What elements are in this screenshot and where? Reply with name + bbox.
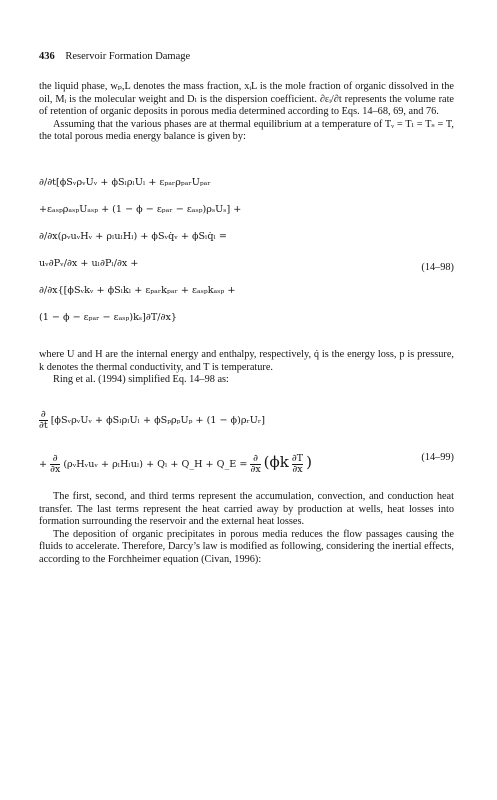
body-paragraph-3: where U and H are the internal energy and enthalpy, respectively, q̇ is the energy loss, p is pressure, k denotes the thermal conductivity, and T is temperature. Ring et al. (1994) simplified Eq. 14–98 as: xyxy=(39,349,454,386)
derivative-dx-right: $\frac{\partial}{\partial x}$ xyxy=(250,453,261,475)
eq-98-line-1: ∂/∂t[ϕSᵥρᵥUᵥ + ϕSₗρₗUₗ + εₚₐᵣρₚₐᵣUₚₐᵣ xyxy=(39,177,211,188)
equation-number-98: (14–98) xyxy=(421,262,454,273)
running-header xyxy=(39,51,190,62)
equation-number-99: (14–99) xyxy=(421,452,454,463)
body-paragraph-2: Assuming that the various phases are at thermal equilibrium at a temperature of Tᵥ = Tₗ = Tₛ = T, the total porous media energy balance is given by: xyxy=(39,118,454,143)
body-paragraph-4: Ring et al. (1994) simplified Eq. 14–98 as: xyxy=(53,374,229,386)
eq-98-line-3: ∂/∂x(ρᵥuᵥHᵥ + ρₗuₗHₗ) + ϕSᵥq̇ᵥ + ϕSₗq̇ₗ = xyxy=(39,231,227,242)
eq-99-line-1: $\frac{\partial}{\partial t}$ [ϕSᵥρᵥUᵥ + ϕSₗρₗUₗ + ϕSₚρₚUₚ + (1 − ϕ)ρᵣUᵣ] xyxy=(39,409,265,431)
page-number: 436 xyxy=(39,51,55,62)
book-title: Reservoir Formation Damage xyxy=(65,51,191,62)
eq-98-line-6: (1 − ϕ − εₚₐᵣ − εₐₛₚ)kₛ]∂T/∂x} xyxy=(39,312,177,323)
body-paragraph-1: the liquid phase, wₚ,L denotes the mass fraction, xᵢL is the mole fraction of organic dissolved in the oil, Mᵢ is the molecular weight and Dₗ is the dispersion coefficient. ∂εᵢ/∂t represents the volume rate of retention of organic deposits in porous media determined according to Eqs. 14–68, 69, and 76. Assuming that the various phases are at thermal equilibrium at a temperature of Tᵥ = Tₗ = Tₛ = T, the total porous media energy balance is given by: xyxy=(39,81,454,143)
eq-98-line-5: ∂/∂x{[ϕSᵥkᵥ + ϕSₗkₗ + εₚₐᵣkₚₐᵣ + εₐₛₚkₐₛₚ + xyxy=(39,285,236,296)
eq-98-line-2: +εₐₛₚρₐₛₚUₐₛₚ + (1 − ϕ − εₚₐᵣ − εₐₛₚ)ρₛUₛ] + xyxy=(39,204,242,215)
body-paragraph-6: The deposition of organic precipitates in porous media reduces the flow passages causing the fluids to accelerate. Therefore, Darcy’s law is modified as following, considering the inertial effects, according to the Forchheimer equation (Civan, 1996): xyxy=(39,528,454,565)
derivative-dT-dx: $\frac{\partial T}{\partial x}$ xyxy=(291,453,304,475)
derivative-dx: $\frac{\partial}{\partial x}$ xyxy=(50,453,61,475)
eq-98-line-4: uᵥ∂Pᵥ/∂x + uₗ∂Pₗ/∂x + xyxy=(39,258,139,269)
derivative-dt: $\frac{\partial}{\partial t}$ xyxy=(39,409,48,431)
eq-99-line-2: + $\frac{\partial}{\partial x}$ (ρᵥHᵥuᵥ + ρₗHₗuₗ) + Qₗ + Q_H + Q_E = $\frac{\partial}{\partial x}$ (ϕk $\frac{\partial T}{\partial x}$ ) xyxy=(39,453,312,475)
body-paragraph-5: The first, second, and third terms represent the accumulation, convection, and conduction heat transfer. The last terms represent the heat carried away by production at wells, heat losses into formation surrounding the reservoir and the external heat losses. The deposition of organic precipitates in porous media reduces the flow passages causing the fluids to accelerate. Therefore, Darcy’s law is modified as following, considering the inertial effects, according to the Forchheimer equation (Civan, 1996): xyxy=(39,491,454,565)
